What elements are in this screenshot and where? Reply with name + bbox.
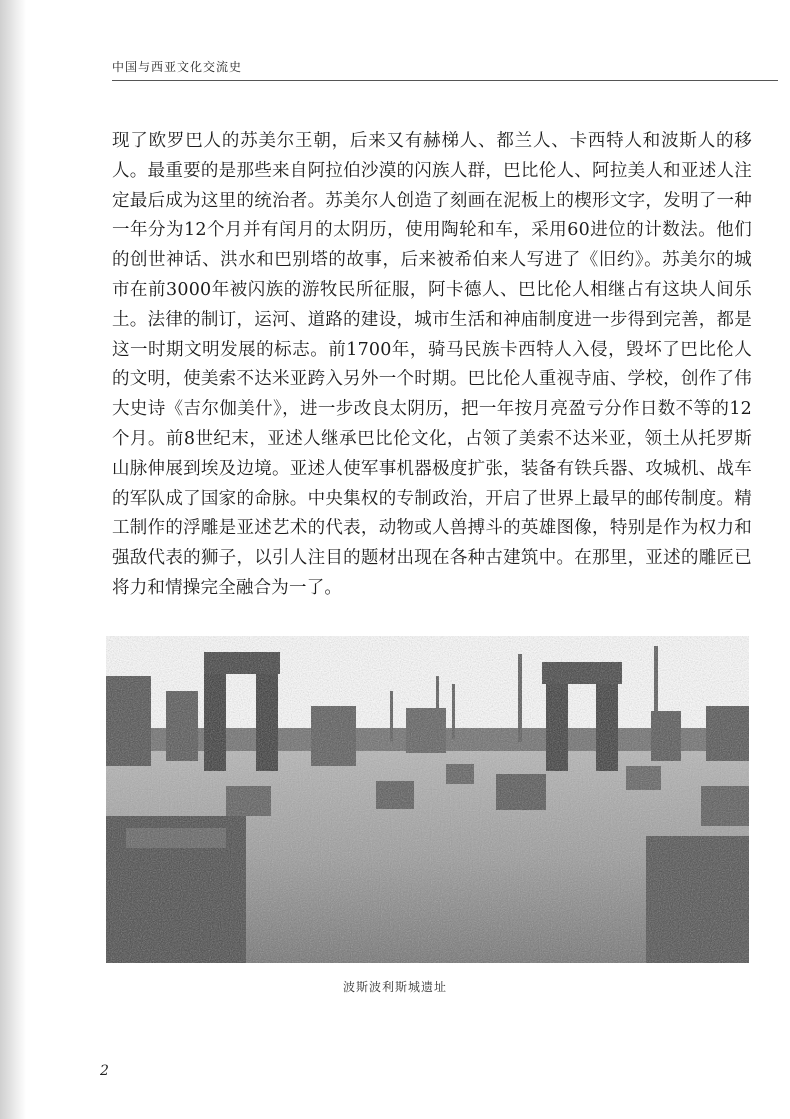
ruins-photograph bbox=[106, 636, 749, 963]
header-rule bbox=[112, 80, 778, 81]
page-gutter-shadow bbox=[0, 0, 26, 1119]
figure-caption: 波斯波利斯城遗址 bbox=[342, 980, 447, 994]
page-number: 2 bbox=[100, 1063, 109, 1079]
running-head: 中国与西亚文化交流史 bbox=[112, 60, 243, 74]
body-paragraph: 现了欧罗巴人的苏美尔王朝，后来又有赫梯人、都兰人、卡西特人和波斯人的移人。最重要的是那些来自阿拉伯沙漠的闪族人群，巴比伦人、阿拉美人和亚述人注定最后成为这里的统治者。苏美尔人创造了刻画在泥板上的楔形文字，发明了一种一年分为12个月并有闰月的太阴历，使用陶轮和车，采用60进位的计数法。他们的创世神话、洪水和巴别塔的故事，后来被希伯来人写进了《旧约》。苏美尔的城市在前3000年被闪族的游牧民所征服，阿卡德人、巴比伦人相继占有这块人间乐土。法律的制订，运河、道路的建设，城市生活和神庙制度进一步得到完善，都是这一时期文明发展的标志。前1700年，骑马民族卡西特人入侵，毁坏了巴比伦人的文明，使美索不达米亚跨入另外一个时期。巴比伦人重视寺庙、学校，创作了伟大史诗《吉尔伽美什》，进一步改良太阴历，把一年按月亮盈亏分作日数不等的12个月。前8世纪末，亚述人继承巴比伦文化，占领了美索不达米亚，领土从托罗斯山脉伸展到埃及边境。亚述人使军事机器极度扩张，装备有铁兵器、攻城机、战车的军队成了国家的命脉。中央集权的专制政治，开启了世界上最早的邮传制度。精工制作的浮雕是亚述艺术的代表，动物或人兽搏斗的英雄图像，特别是作为权力和强敌代表的狮子，以引人注目的题材出现在各种古建筑中。在那里，亚述的雕匠已将力和情操完全融合为一了。 bbox=[112, 131, 752, 598]
ruins-photograph-drawing bbox=[106, 636, 749, 963]
